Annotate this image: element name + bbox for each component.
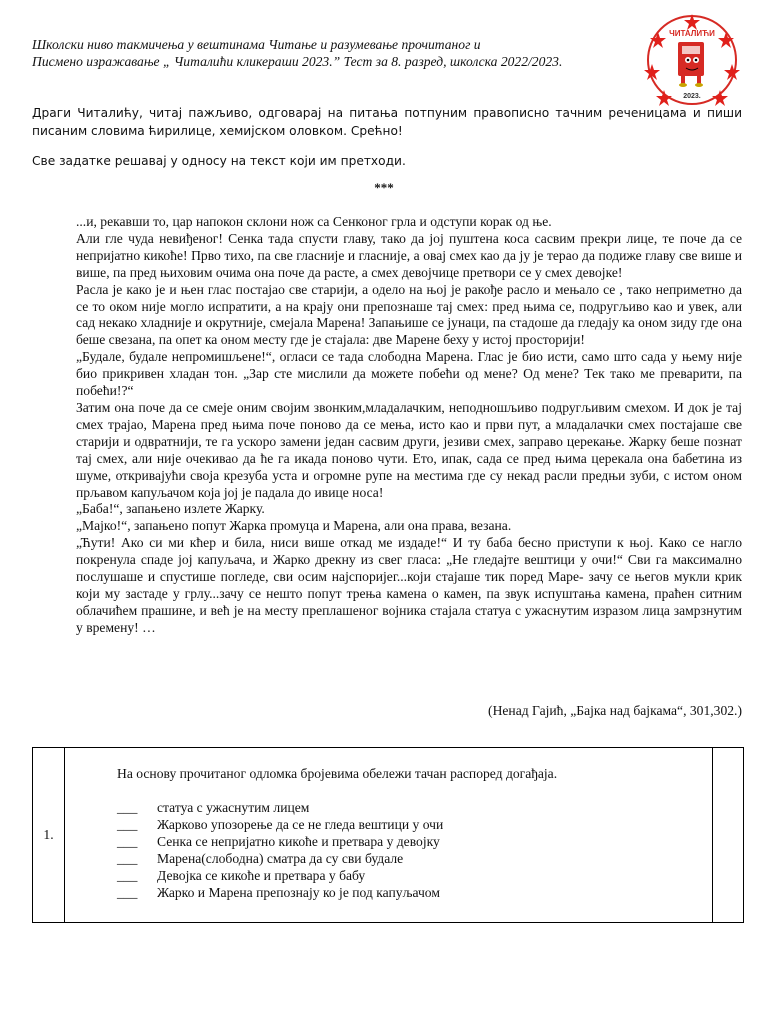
logo-year: 2023. — [683, 93, 701, 100]
story-paragraph: Али гле чуда невиђеног! Сенка тада спусти главу, тако да јој пуштена коса сасвим прекри лице, те поче да се непријатно кикоће! Прво тихо, па све гласније и гласније, а овај смех као да ју је терао да подиже главу све више и више, па пред њиховим очима она поче да расте, а смех девојчице претвори се у смех девојке! — [76, 230, 742, 280]
order-option[interactable] — [117, 817, 712, 834]
order-option[interactable] — [117, 851, 712, 868]
story-paragraph: „Мајко!“, запањено попут Жарка промуца и Марена, али она права, везана. — [76, 518, 512, 534]
story-paragraph: ...и, рекавши то, цар напокон склони нож са Сенконог грла и одступи корак од ње. — [76, 214, 552, 229]
story-paragraph: Расла је како је и њен глас постајао све старији, а одело на њој је ракође расло и мењало се , тако неприметно да се то оком није могло испратити, а на крају они препознаше тај смех: пред њима се, подругљиво као и увек, али сад некако хладније и окрутније, смејала Марена! Запањише се јунаци, па стадоше да гледају ка оном зиду где она беше свезана, па опет ка оном месту где је стајала: две Марене беху у истој просторији! — [76, 281, 742, 348]
answer-blank[interactable]: ___ — [117, 867, 138, 883]
header-line-1: Школски ниво такмичења у вештинама Читање и разумевање прочитаног и — [32, 37, 481, 52]
story-excerpt — [76, 214, 742, 637]
answer-blank[interactable]: ___ — [117, 850, 138, 866]
option-text: статуа с ужаснутим лицем — [157, 800, 310, 815]
story-paragraph: „Будале, будале непромишљене!“, огласи се тада слободна Марена. Глас је био исти, само што сада у њему није био прикривен хладан тон. „Зар сте мислили да можете побећи од мене? Од мене? Тек тако ме преварити, па побећи!?“ — [76, 349, 742, 399]
story-paragraph: Затим она поче да се смеје оним својим звонким,младалачким, неподношљиво подругљивим смехом. И док је тај смех трајао, Марена пред њима поче поново да се мења, исто као и први пут, а младалачки смех постајаше све старији и одвратнији, те га ускоро замени један сасвим други, језиви смех, заправо церекање. Жарку беше познат тај смех, али није очекивао да ће га икада поново чути. Ето, ипак, сада се пред њима церекала она бабетина из шуме, откривајући своја крезуба уста и огромне рупе на местима где су некад расли предњи зуби, с истом оном прљавом капуљачом која јој је падала до ивице носа! — [76, 399, 742, 500]
competition-logo — [644, 12, 740, 108]
source-citation: (Ненад Гајић, „Бајка над бајкама“, 301,302.) — [488, 703, 742, 718]
header-line-2: Писмено изражавање „ Читалићи кликераши 2023.” Тест за 8. разред, школска 2022/2023. — [32, 54, 563, 69]
score-cell — [713, 748, 744, 923]
story-paragraph: „Баба!“, запањено излете Жарку. — [76, 501, 265, 517]
answer-blank[interactable]: ___ — [117, 800, 138, 815]
order-option[interactable] — [117, 834, 712, 851]
answer-blank[interactable]: ___ — [117, 884, 138, 900]
instructions-note: Све задатке решавај у односу на текст који им претходи. — [32, 154, 406, 168]
order-option[interactable] — [117, 800, 712, 817]
document-header — [32, 36, 642, 70]
option-text: Марена(слободна) сматра да су сви будале — [157, 850, 404, 866]
logo-title: ЧИТАЛИЋИ — [669, 29, 715, 38]
task-number: 1. — [33, 748, 65, 923]
answer-blank[interactable]: ___ — [117, 816, 138, 832]
answer-blank[interactable]: ___ — [117, 833, 138, 849]
story-paragraph: „Ћути! Ако си ми кћер и била, ниси више откад ме издаде!“ И ту баба бесно приступи к њој. Како се нагло покренула спаде јој капуљача, и Жарко дрекну из свег гласа: „Не гледајте вештици у очи!“ Сви га максимално послушаше и спустише погледе, сви осим најспоријег...који стајаше тик поред Маре- зачу се његов мукли крик који му застаде у грлу...зачу се нешто попут трења камена о камен, па звук испуштања камена, праћен ситним облачићем прашине, и већ је на месту преплашеног војника стајала статуа с ужаснутим изразом лица замрзнутим у времену! … — [76, 535, 742, 635]
instructions: Драги Читалићу, читај пажљиво, одговарај на питања потпуним правописно тачним реченицама и пиши писаним словима ћирилице, хемијском оловком. Срећно! — [32, 106, 742, 138]
task-content — [65, 748, 713, 923]
option-text: Жарко и Марена препознају ко је под капуљачом — [157, 884, 440, 900]
option-text: Сенка се непријатно кикоће и претвара у девојку — [157, 833, 440, 849]
option-text: Девојка се кикоће и претвара у бабу — [157, 867, 366, 883]
task-table — [32, 747, 744, 923]
order-option[interactable] — [117, 885, 712, 902]
option-text: Жарково упозорење да се не гледа вештици у очи — [157, 816, 444, 832]
task-question: На основу прочитаног одломка бројевима обележи тачан распоред догађаја. — [117, 766, 558, 781]
section-separator: *** — [374, 180, 394, 195]
order-option[interactable] — [117, 868, 712, 885]
